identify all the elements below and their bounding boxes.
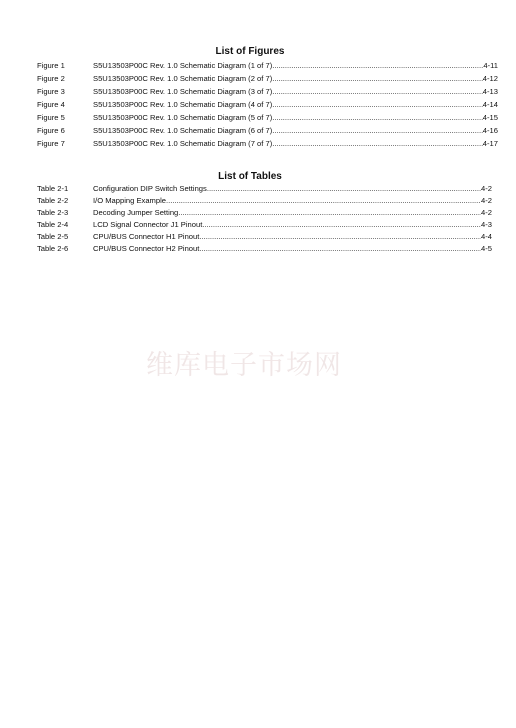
table-title: Configuration DIP Switch Settings <box>93 184 207 193</box>
figure-page-number: 4-12 <box>482 74 498 83</box>
dot-leader <box>178 208 481 217</box>
table-title: CPU/BUS Connector H2 Pinout <box>93 244 200 253</box>
figure-label: Figure 1 <box>37 61 65 70</box>
figure-title: S5U13503P00C Rev. 1.0 Schematic Diagram (6 of 7) <box>93 126 273 135</box>
table-title: CPU/BUS Connector H1 Pinout <box>93 232 200 241</box>
figure-page-number: 4-13 <box>482 87 498 96</box>
dot-leader <box>272 74 483 83</box>
table-page-number: 4-2 <box>481 208 492 217</box>
table-title: I/O Mapping Example <box>93 196 167 205</box>
figure-title: S5U13503P00C Rev. 1.0 Schematic Diagram (2 of 7) <box>93 74 273 83</box>
table-title: Decoding Jumper Setting <box>93 208 179 217</box>
figure-title: S5U13503P00C Rev. 1.0 Schematic Diagram (1 of 7) <box>93 61 273 70</box>
dot-leader <box>272 126 483 135</box>
table-page-number: 4-4 <box>481 232 492 241</box>
table-page-number: 4-5 <box>481 244 492 253</box>
dot-leader <box>272 139 483 148</box>
figure-title: S5U13503P00C Rev. 1.0 Schematic Diagram (7 of 7) <box>93 139 273 148</box>
figure-page-number: 4-16 <box>482 126 498 135</box>
figure-label: Figure 5 <box>37 113 65 122</box>
figure-page-number: 4-15 <box>482 113 498 122</box>
table-title: LCD Signal Connector J1 Pinout <box>93 220 203 229</box>
watermark: 维库电子市场网 <box>146 350 342 381</box>
dot-leader <box>272 87 483 96</box>
table-label: Table 2-2 <box>37 196 69 205</box>
table-page-number: 4-2 <box>481 184 492 193</box>
table-page-number: 4-3 <box>481 220 492 229</box>
dot-leader <box>199 244 481 253</box>
table-label: Table 2-4 <box>37 220 69 229</box>
table-label: Table 2-5 <box>37 232 69 241</box>
dot-leader <box>202 220 481 229</box>
figure-label: Figure 7 <box>37 139 65 148</box>
table-page-number: 4-2 <box>481 196 492 205</box>
dot-leader <box>166 196 481 205</box>
figures-heading: List of Figures <box>215 46 285 57</box>
figure-page-number: 4-11 <box>483 61 498 70</box>
figure-title: S5U13503P00C Rev. 1.0 Schematic Diagram (3 of 7) <box>93 87 273 96</box>
table-label: Table 2-3 <box>37 208 69 217</box>
dot-leader <box>199 232 481 241</box>
figure-label: Figure 6 <box>37 126 65 135</box>
figure-label: Figure 3 <box>37 87 65 96</box>
dot-leader <box>207 184 481 193</box>
figure-page-number: 4-14 <box>482 100 498 109</box>
dot-leader <box>272 113 483 122</box>
figure-page-number: 4-17 <box>482 139 498 148</box>
figure-label: Figure 4 <box>37 100 65 109</box>
table-label: Table 2-6 <box>37 244 69 253</box>
dot-leader <box>272 100 483 109</box>
figure-title: S5U13503P00C Rev. 1.0 Schematic Diagram (4 of 7) <box>93 100 273 109</box>
figure-label: Figure 2 <box>37 74 65 83</box>
tables-heading: List of Tables <box>218 171 282 182</box>
figure-title: S5U13503P00C Rev. 1.0 Schematic Diagram (5 of 7) <box>93 113 273 122</box>
table-label: Table 2-1 <box>37 184 69 193</box>
dot-leader <box>272 61 483 70</box>
